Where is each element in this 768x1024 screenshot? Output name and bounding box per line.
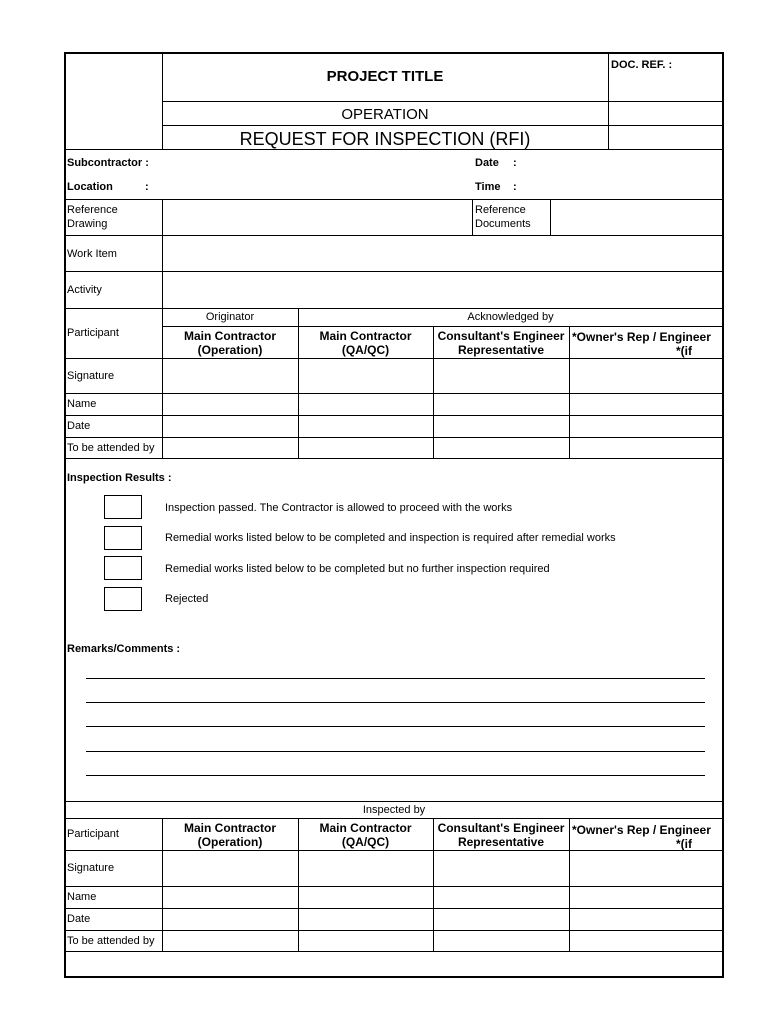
table-line bbox=[65, 437, 723, 438]
department-name: OPERATION bbox=[341, 106, 429, 123]
signature-row-label: Signature bbox=[67, 862, 115, 874]
attended-by-row-label: To be attended by bbox=[67, 442, 155, 454]
ref-divider bbox=[472, 199, 473, 235]
remarks-writing-line[interactable] bbox=[86, 775, 705, 776]
inspected-header-main-contractor-operation bbox=[162, 819, 298, 850]
reference-drawing-label: Drawing bbox=[67, 218, 108, 230]
project-title: PROJECT TITLE bbox=[326, 68, 444, 85]
remarks-heading: Remarks/Comments : bbox=[67, 643, 181, 655]
inspected-header-consultant-engineer bbox=[433, 819, 569, 850]
column-header-line: (QA/QC) bbox=[341, 342, 390, 357]
inspected-by-title: Inspected by bbox=[362, 804, 426, 816]
date-label: Date bbox=[475, 157, 499, 169]
date-row-label: Date bbox=[67, 420, 91, 432]
column-header-main-contractor-operation bbox=[162, 327, 298, 358]
date-row-label: Date bbox=[67, 913, 91, 925]
name-row-label: Name bbox=[67, 398, 97, 410]
activity-label: Activity bbox=[67, 284, 102, 296]
acknowledged-by-header: Acknowledged by bbox=[467, 311, 554, 323]
rejected-checkbox[interactable] bbox=[104, 587, 142, 611]
participant-column-line bbox=[569, 326, 570, 458]
remarks-writing-line[interactable] bbox=[86, 751, 705, 752]
remedial-no-reinspect-label: Remedial works listed below to be completed but no further inspection required bbox=[165, 563, 550, 575]
inspection-passed-checkbox[interactable] bbox=[104, 495, 142, 519]
remedial-no-reinspect-checkbox[interactable] bbox=[104, 556, 142, 580]
reference-drawing-label: Reference bbox=[67, 204, 118, 216]
form-title: REQUEST FOR INSPECTION (RFI) bbox=[239, 129, 531, 149]
header-line bbox=[162, 125, 723, 126]
work-item-label: Work Item bbox=[67, 248, 117, 260]
participant-label: Participant bbox=[67, 828, 119, 840]
table-line bbox=[65, 358, 723, 359]
table-line bbox=[65, 393, 723, 394]
column-header-line: Consultant's Engineer bbox=[437, 328, 565, 343]
column-header-consultant-engineer bbox=[433, 327, 569, 358]
column-header-line: Main Contractor bbox=[183, 328, 276, 343]
column-header-line: (Operation) bbox=[197, 342, 263, 357]
table-line bbox=[65, 415, 723, 416]
inspected-header-main-contractor-qaqc bbox=[298, 819, 433, 850]
label-column-line bbox=[162, 358, 163, 458]
inspected-header-owner-rep-note: *(if bbox=[676, 837, 692, 851]
reference-documents-label: Reference bbox=[475, 204, 526, 216]
location-label: Location bbox=[67, 181, 113, 193]
time-colon: : bbox=[513, 181, 517, 193]
table-line bbox=[65, 930, 723, 931]
table-line bbox=[65, 801, 723, 802]
section-line bbox=[65, 308, 723, 309]
section-line bbox=[65, 271, 723, 272]
header-line bbox=[162, 101, 723, 102]
section-line bbox=[65, 235, 723, 236]
column-header-line: Main Contractor bbox=[183, 820, 276, 835]
remedial-reinspect-checkbox[interactable] bbox=[104, 526, 142, 550]
rejected-label: Rejected bbox=[165, 593, 209, 605]
inspection-passed-label: Inspection passed. The Contractor is allowed to proceed with the works bbox=[165, 502, 513, 514]
time-label: Time bbox=[475, 181, 501, 193]
table-line bbox=[65, 951, 723, 952]
remarks-writing-line[interactable] bbox=[86, 678, 705, 679]
inspection-results-heading: Inspection Results : bbox=[67, 472, 172, 484]
table-line bbox=[65, 850, 723, 851]
name-row-label: Name bbox=[67, 891, 97, 903]
table-line bbox=[65, 458, 723, 459]
remarks-writing-line[interactable] bbox=[86, 726, 705, 727]
remedial-reinspect-label: Remedial works listed below to be completed and inspection is required after remedial works bbox=[165, 532, 616, 544]
inspected-header-owner-rep: *Owner's Rep / Engineer bbox=[572, 823, 711, 837]
table-line bbox=[65, 886, 723, 887]
column-header-owner-rep: *Owner's Rep / Engineer bbox=[572, 330, 711, 344]
column-header-line: (QA/QC) bbox=[341, 834, 390, 849]
column-header-line: Main Contractor bbox=[319, 328, 412, 343]
location-colon: : bbox=[145, 181, 149, 193]
column-header-owner-rep-note: *(if bbox=[676, 344, 692, 358]
participant-label: Participant bbox=[67, 327, 119, 339]
doc-ref-label: DOC. REF. : bbox=[611, 59, 673, 71]
reference-documents-label: Documents bbox=[475, 218, 531, 230]
date-colon: : bbox=[513, 157, 517, 169]
header-bottom-line bbox=[65, 149, 723, 150]
section-line bbox=[65, 199, 723, 200]
originator-header: Originator bbox=[205, 311, 255, 323]
signature-row-label: Signature bbox=[67, 370, 115, 382]
participant-column-line bbox=[569, 818, 570, 951]
column-header-line: Representative bbox=[457, 342, 545, 357]
ref-divider bbox=[550, 199, 551, 235]
column-header-main-contractor-qaqc bbox=[298, 327, 433, 358]
column-header-line: (Operation) bbox=[197, 834, 263, 849]
subcontractor-label: Subcontractor : bbox=[67, 157, 149, 169]
column-header-line: Representative bbox=[457, 834, 545, 849]
column-header-line: Main Contractor bbox=[319, 820, 412, 835]
table-line bbox=[65, 908, 723, 909]
column-header-line: Consultant's Engineer bbox=[437, 820, 565, 835]
attended-by-row-label: To be attended by bbox=[67, 935, 155, 947]
remarks-writing-line[interactable] bbox=[86, 702, 705, 703]
